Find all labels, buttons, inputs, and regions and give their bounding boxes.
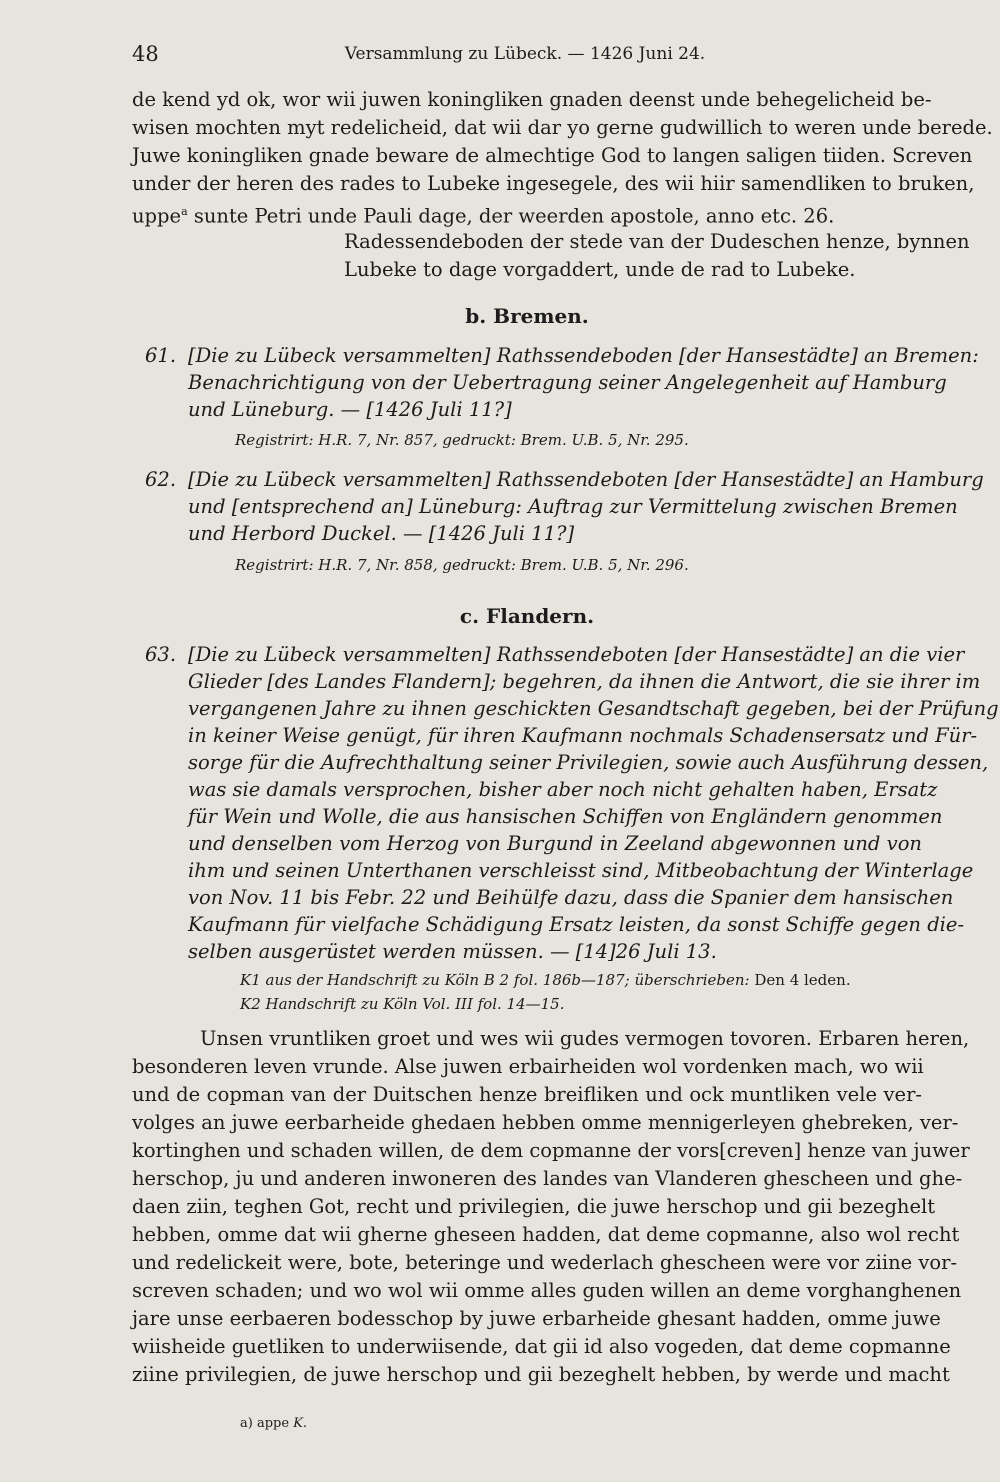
body-line: herschop, ju und anderen inwoneren des landes van Vlanderen ghescheen und ghe- <box>132 1167 963 1190</box>
entry-summary-line: in keiner Weise genügt, für ihren Kaufmann nochmals Schadensersatz und Für- <box>188 724 978 747</box>
entry-summary-line: sorge für die Aufrechthaltung seiner Privilegien, sowie auch Ausführung dessen, <box>188 751 989 774</box>
entry-summary-line: und Lüneburg. — [1426 Juli 11?] <box>188 398 512 421</box>
entry-summary-line: [Die zu Lübeck versammelten] Rathssendeboden [der Hansestädte] an Bremen: <box>188 344 979 367</box>
footnote <box>240 1410 307 1438</box>
footnote-text: a) appe <box>240 1416 290 1431</box>
body-line: daen ziin, teghen Got, recht und privilegien, die juwe herschop und gii bezeghelt <box>132 1195 936 1218</box>
entry-summary-line: vergangenen Jahre zu ihnen geschickten Gesandtschaft gegeben, bei der Prüfung <box>188 697 999 720</box>
entry-summary-line: was sie damals versprochen, bisher aber noch nicht gehalten haben, Ersatz <box>188 778 938 801</box>
body-line: ziine privilegien, de juwe herschop und gii bezeghelt hebben, by werde und macht <box>132 1363 950 1386</box>
entry-summary-line: selben ausgerüstet werden müssen. — [14]26 Juli 13. <box>188 940 717 963</box>
running-title: Versammlung zu Lübeck. — 1426 Juni 24. <box>344 44 706 64</box>
registry-note: Registrirt: H.R. 7, Nr. 858, gedruckt: Brem. U.B. 5, Nr. 296. <box>235 556 689 574</box>
signature-line: Radessendeboden der stede van der Dudeschen henze, bynnen <box>344 230 970 253</box>
entry-number: 63. <box>145 643 177 666</box>
body-line: screven schaden; und wo wol wii omme alles guden willen an deme vorghanghenen <box>132 1279 962 1302</box>
entry-number: 61. <box>145 344 177 367</box>
body-line: und de copman van der Duitschen henze breifliken und ock muntliken vele ver- <box>132 1083 922 1106</box>
source-note-italic: K1 aus der Handschrift zu Köln B 2 fol. 186b—187; überschrieben: <box>240 971 750 989</box>
entry-summary-line: ihm und seinen Unterthanen verschleisst sind, Mitbeobachtung der Winterlage <box>188 859 974 882</box>
footnote-marker: a <box>181 205 188 218</box>
source-note: K2 Handschrift zu Köln Vol. III fol. 14—15. <box>240 995 565 1013</box>
section-heading-bremen: b. Bremen. <box>465 304 589 328</box>
body-line: Unsen vruntliken groet und wes wii gudes vermogen tovoren. Erbaren heren, <box>200 1027 970 1050</box>
entry-summary-line: für Wein und Wolle, die aus hansischen Schiffen von Engländern genommen <box>188 805 943 828</box>
body-line: hebben, omme dat wii gherne gheseen hadden, dat deme copmanne, also wol recht <box>132 1223 960 1246</box>
entry-summary-line: von Nov. 11 bis Febr. 22 und Beihülfe dazu, dass die Spanier dem hansischen <box>188 886 954 909</box>
entry-summary-line: und denselben vom Herzog von Burgund in Zeeland abgewonnen und von <box>188 832 922 855</box>
intro-line: under der heren des rades to Lubeke ingesegele, des wii hiir samendliken to bruken, <box>132 172 975 195</box>
footnote-siglum: K. <box>293 1416 308 1431</box>
signature-line: Lubeke to dage vorgaddert, unde de rad to Lubeke. <box>344 258 856 281</box>
entry-summary-line: Glieder [des Landes Flandern]; begehren, da ihnen die Antwort, die sie ihrer im <box>188 670 981 693</box>
intro-rest: sunte Petri unde Pauli dage, der weerden apostole, anno etc. 26. <box>193 204 835 228</box>
source-note-plain: Den 4 leden. <box>754 971 851 989</box>
body-line: volges an juwe eerbarheide ghedaen hebben omme mennigerleyen ghebreken, ver- <box>132 1111 959 1134</box>
entry-summary-line: [Die zu Lübeck versammelten] Rathssendeboten [der Hansestädte] an Hamburg <box>188 468 984 491</box>
page-number: 48 <box>132 42 159 66</box>
body-line: kortinghen und schaden willen, de dem copmanne der vors[creven] henze van juwer <box>132 1139 970 1162</box>
entry-summary-line: Benachrichtigung von der Uebertragung seiner Angelegenheit auf Hamburg <box>188 371 947 394</box>
entry-summary-line: und Herbord Duckel. — [1426 Juli 11?] <box>188 522 575 545</box>
section-heading-flandern: c. Flandern. <box>459 604 595 628</box>
body-line: besonderen leven vrunde. Alse juwen erbairheiden wol vordenken mach, wo wii <box>132 1055 924 1078</box>
intro-line <box>132 198 834 231</box>
entry-summary-line: Kaufmann für vielfache Schädigung Ersatz leisten, da sonst Schiffe gegen die- <box>188 913 965 936</box>
intro-line: Juwe koningliken gnade beware de almechtige God to langen saligen tiiden. Screven <box>132 144 973 167</box>
body-line: und redelickeit were, bote, beteringe und wederlach ghescheen were vor ziine vor- <box>132 1251 958 1274</box>
intro-line: wisen mochten myt redelicheid, dat wii dar yo gerne gudwillich to weren unde berede. <box>132 116 993 139</box>
body-line: wiisheide guetliken to underwiisende, dat gii id also vogeden, dat deme copmanne <box>132 1335 951 1358</box>
registry-note: Registrirt: H.R. 7, Nr. 857, gedruckt: Brem. U.B. 5, Nr. 295. <box>235 431 689 449</box>
entry-summary-line: und [entsprechend an] Lüneburg: Auftrag zur Vermittelung zwischen Bremen <box>188 495 958 518</box>
entry-number: 62. <box>145 468 177 491</box>
intro-word: uppe <box>132 204 182 228</box>
intro-line: de kend yd ok, wor wii juwen koningliken gnaden deenst unde behegelicheid be- <box>132 88 932 111</box>
entry-summary-line: [Die zu Lübeck versammelten] Rathssendeboten [der Hansestädte] an die vier <box>188 643 965 666</box>
body-line: jare unse eerbaeren bodesschop by juwe erbarheide ghesant hadden, omme juwe <box>132 1307 941 1330</box>
